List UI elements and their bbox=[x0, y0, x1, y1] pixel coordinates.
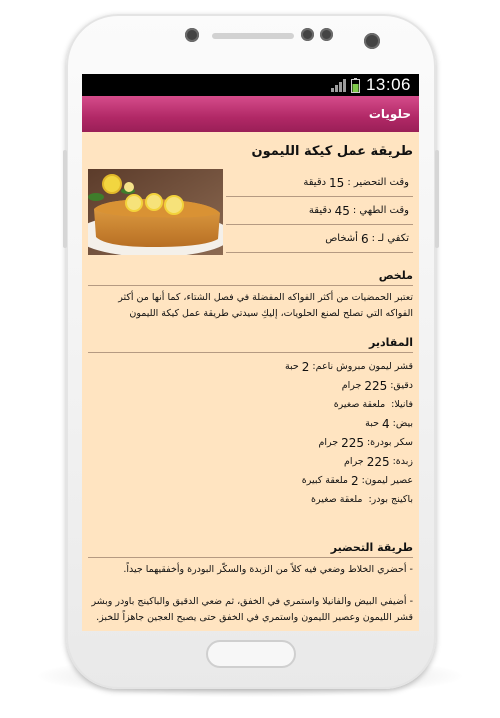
cook-time-label: وقت الطهي : bbox=[352, 205, 409, 216]
sensor-icon bbox=[301, 28, 314, 41]
app-screen bbox=[82, 74, 419, 631]
status-time: 13:06 bbox=[365, 75, 411, 94]
ingredients-heading: المقادير bbox=[88, 336, 413, 353]
ingredient-amount: 2 bbox=[301, 359, 310, 374]
ingredient-amount: 225 bbox=[341, 435, 364, 450]
method-step: - أضيفي البيض والفانيلا واستمري في الخفق، ثم ضعي الدقيق والباكينج باودر وبشر قشر الليمون وعصير الليمون واستمري في الخفق حتى يصبح العجين جاهزاً للخبز. bbox=[91, 596, 413, 623]
ingredient-unit: ملعقة كبيرة bbox=[301, 475, 348, 486]
ingredient-label: زبدة: bbox=[392, 456, 413, 467]
method-steps bbox=[88, 562, 413, 626]
volume-button bbox=[63, 150, 67, 248]
ingredient-label: بيض: bbox=[392, 418, 413, 429]
summary-heading: ملخص bbox=[88, 269, 413, 286]
ingredient-label: فانيلا: bbox=[391, 399, 413, 410]
ingredient-amount: 4 bbox=[382, 416, 390, 431]
ingredient-amount: 2 bbox=[350, 473, 359, 488]
cook-time-value: 45 bbox=[334, 203, 350, 218]
ingredient-unit: ملعقة صغيرة bbox=[333, 399, 386, 410]
list-item bbox=[88, 452, 413, 471]
speaker-grille bbox=[212, 33, 294, 39]
method-step: - أحضري الخلاط وضعي فيه كلاً من الزبدة والسكّر البودرة وأخفقيهما جيداً. bbox=[123, 564, 413, 575]
ingredients-list bbox=[88, 357, 413, 509]
cook-time-row bbox=[226, 197, 413, 225]
list-item bbox=[88, 357, 413, 376]
ingredient-label: دقيق: bbox=[390, 380, 413, 391]
list-item bbox=[88, 395, 413, 414]
battery-icon bbox=[351, 78, 360, 93]
ingredient-unit: جرام bbox=[341, 380, 362, 391]
list-item bbox=[88, 471, 413, 490]
prep-time-label: وقت التحضير : bbox=[347, 177, 409, 188]
cook-time-unit: دقيقة bbox=[308, 205, 332, 216]
home-button[interactable] bbox=[206, 640, 296, 668]
ingredient-unit: جرام bbox=[318, 437, 339, 448]
list-item bbox=[88, 414, 413, 433]
summary-text: تعتبر الحمضيات من أكثر الفواكه المفضلة في فصل الشتاء، كما أنها من أكثر الفواكه التي تصلح لصنع الحلويات، إليكِ سيدتي طريقة عمل كيكة الليمون bbox=[118, 292, 413, 319]
ingredient-label: باكينج بودر: bbox=[368, 494, 413, 505]
servings-row bbox=[226, 225, 413, 253]
ingredient-amount: 225 bbox=[364, 378, 388, 393]
list-item bbox=[88, 433, 413, 452]
recipe-title: طريقة عمل كيكة الليمون bbox=[251, 144, 413, 159]
ingredient-unit: حبة bbox=[365, 418, 379, 429]
lemon-cake-photo bbox=[88, 169, 223, 255]
recipe-info-block bbox=[88, 169, 413, 255]
status-bar bbox=[82, 74, 419, 96]
prep-time-row bbox=[226, 169, 413, 197]
ingredient-unit: ملعقة صغيرة bbox=[310, 494, 363, 505]
ingredient-label: عصير ليمون: bbox=[361, 475, 413, 486]
servings-label: تكفي لـ : bbox=[371, 233, 409, 244]
ingredient-unit: حبة bbox=[284, 361, 299, 372]
ingredient-label: سكر بودرة: bbox=[366, 437, 413, 448]
sensor-icon bbox=[320, 28, 333, 41]
action-bar bbox=[82, 96, 419, 132]
proximity-sensor-icon bbox=[185, 28, 199, 42]
servings-unit: أشخاص bbox=[325, 233, 358, 244]
recipe-info-list bbox=[226, 169, 413, 253]
recipe-content[interactable] bbox=[82, 132, 419, 626]
signal-bars-icon bbox=[331, 79, 347, 92]
ingredient-amount: 225 bbox=[366, 454, 390, 469]
ingredient-label: قشر ليمون مبروش ناعم: bbox=[312, 361, 413, 372]
front-camera-icon bbox=[364, 33, 380, 49]
ingredient-unit: جرام bbox=[344, 456, 364, 467]
list-item bbox=[88, 490, 413, 509]
list-item bbox=[88, 376, 413, 395]
servings-value: 6 bbox=[360, 231, 369, 246]
app-title: حلويات bbox=[368, 107, 411, 121]
method-heading: طريقة التحضير bbox=[88, 541, 413, 558]
power-button bbox=[435, 150, 439, 248]
prep-time-unit: دقيقة bbox=[303, 177, 327, 188]
prep-time-value: 15 bbox=[329, 175, 345, 190]
